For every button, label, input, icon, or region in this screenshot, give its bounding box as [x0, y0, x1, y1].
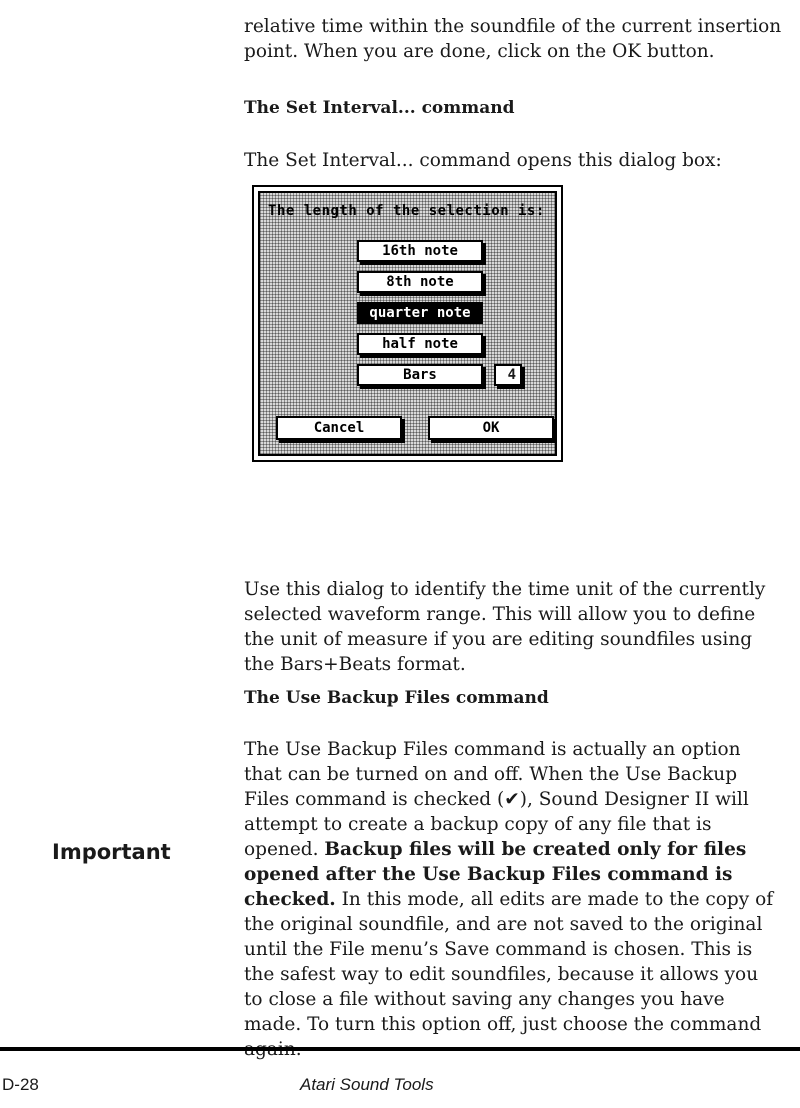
dialog-pattern-panel	[258, 191, 557, 456]
set-interval-body	[244, 577, 800, 677]
option-bars[interactable]: Bars	[357, 364, 483, 386]
body-line	[244, 837, 800, 862]
intro-line: relative time within the soundfile of the current insertion	[244, 16, 782, 37]
body-line: the unit of measure if you are editing soundfiles using	[244, 629, 753, 650]
body-line: the safest way to edit soundfiles, because it allows you	[244, 964, 759, 985]
section-heading-use-backup: The Use Backup Files command	[244, 688, 549, 708]
set-interval-dialog	[252, 185, 563, 462]
body-line	[244, 887, 800, 912]
option-16th-note[interactable]: 16th note	[357, 240, 483, 262]
use-backup-body	[244, 737, 800, 1062]
option-half-note[interactable]: half note	[357, 333, 483, 355]
important-margin-note: Important	[52, 840, 171, 864]
body-line: made. To turn this option off, just choose the command	[244, 1014, 762, 1035]
set-interval-lead: The Set Interval... command opens this dialog box:	[244, 150, 722, 171]
book-title: Atari Sound Tools	[300, 1075, 434, 1094]
body-line: to close a file without saving any changes you have	[244, 989, 725, 1010]
body-line: Use this dialog to identify the time unit of the currently	[244, 579, 766, 600]
important-text: Backup files will be created only for files	[324, 839, 747, 860]
important-text: checked.	[244, 889, 336, 910]
body-line	[244, 862, 800, 887]
body-line: attempt to create a backup copy of any file that is	[244, 814, 712, 835]
important-text: opened after the Use Backup Files command is	[244, 864, 733, 885]
ok-button[interactable]: OK	[428, 416, 554, 440]
intro-paragraph	[244, 14, 800, 64]
intro-line: point. When you are done, click on the OK button.	[244, 41, 715, 62]
body-line: until the File menu’s Save command is chosen. This is	[244, 939, 753, 960]
cancel-button[interactable]: Cancel	[276, 416, 402, 440]
body-line: Files command is checked (✔), Sound Designer II will	[244, 789, 749, 810]
option-8th-note[interactable]: 8th note	[357, 271, 483, 293]
body-line: The Use Backup Files command is actually an option	[244, 739, 741, 760]
page-number: D-28	[2, 1075, 39, 1094]
bars-count-field[interactable]: 4	[494, 364, 522, 386]
body-line: that can be turned on and off. When the Use Backup	[244, 764, 738, 785]
body-text: opened.	[244, 839, 325, 860]
section-heading-set-interval: The Set Interval... command	[244, 98, 515, 118]
body-line: the Bars+Beats format.	[244, 654, 466, 675]
footer-rule	[0, 1047, 800, 1051]
body-line: selected waveform range. This will allow you to define	[244, 604, 756, 625]
body-line: the original soundfile, and are not saved to the original	[244, 914, 763, 935]
option-quarter-note[interactable]: quarter note	[357, 302, 483, 324]
body-text: In this mode, all edits are made to the copy of	[335, 889, 774, 910]
dialog-title: The length of the selection is:	[268, 203, 545, 219]
